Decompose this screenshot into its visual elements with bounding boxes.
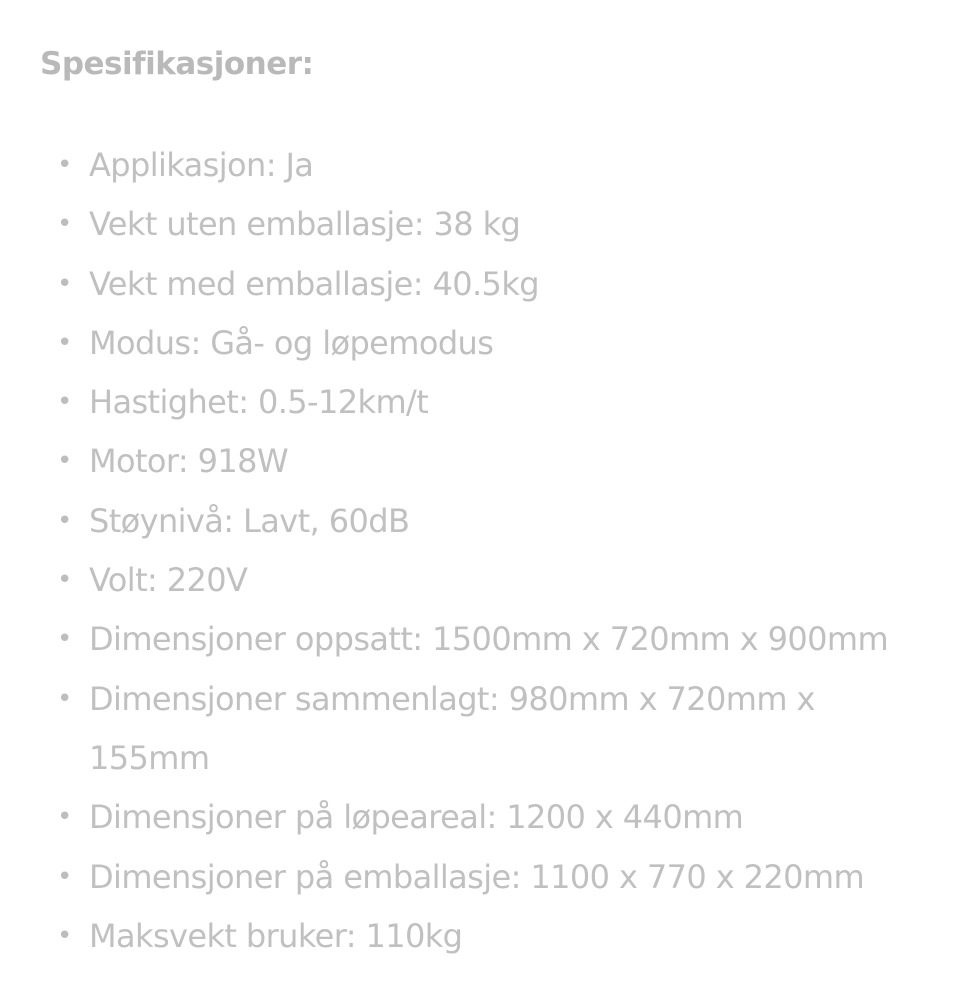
spec-text: Motor: 918W [89, 442, 288, 481]
spec-text: Vekt med emballasje: 40.5kg [89, 264, 539, 303]
bullet-icon: • [57, 802, 72, 833]
spec-item-speed [0, 373, 960, 432]
spec-text: Volt: 220V [89, 561, 248, 600]
bullet-icon: • [57, 268, 72, 299]
spec-text: Dimensjoner sammenlagt: 980mm x 720mm x 155mm [89, 679, 815, 777]
spec-item-packaging-dimensions [0, 848, 960, 907]
spec-text: Dimensjoner oppsatt: 1500mm x 720mm x 900mm [89, 620, 889, 659]
spec-text: Dimensjoner på emballasje: 1100 x 770 x 220mm [89, 857, 865, 896]
bullet-icon: • [57, 209, 72, 240]
bullet-icon: • [57, 861, 72, 892]
spec-item-mode [0, 314, 960, 373]
spec-item-voltage [0, 551, 960, 610]
spec-text: Modus: Gå- og løpemodus [89, 323, 494, 362]
spec-text: Maksvekt bruker: 110kg [89, 916, 463, 955]
spec-item-weight-packed [0, 255, 960, 314]
bullet-icon: • [57, 683, 72, 714]
spec-text: Hastighet: 0.5-12km/t [89, 383, 429, 422]
bullet-icon: • [57, 565, 72, 596]
spec-item-dimensions-assembled [0, 610, 960, 669]
spec-text: Vekt uten emballasje: 38 kg [89, 205, 521, 244]
bullet-icon: • [57, 150, 72, 180]
bullet-icon: • [57, 920, 72, 951]
specifications-heading: Spesifikasjoner: [40, 46, 314, 82]
spec-text: Applikasjon: Ja [89, 146, 314, 184]
spec-item-motor [0, 432, 960, 491]
bullet-icon: • [57, 446, 72, 477]
spec-item-running-area [0, 788, 960, 847]
bullet-icon: • [57, 387, 72, 418]
spec-item-application [0, 136, 960, 195]
specifications-list [0, 136, 960, 966]
spec-item-weight-unpacked [0, 195, 960, 254]
spec-text: Støynivå: Lavt, 60dB [89, 501, 410, 540]
spec-item-max-user-weight [0, 907, 960, 966]
bullet-icon: • [57, 624, 72, 655]
spec-item-dimensions-folded [0, 670, 869, 789]
spec-item-noise [0, 492, 960, 551]
bullet-icon: • [57, 327, 72, 358]
spec-text: Dimensjoner på løpeareal: 1200 x 440mm [89, 798, 744, 837]
bullet-icon: • [57, 505, 72, 536]
